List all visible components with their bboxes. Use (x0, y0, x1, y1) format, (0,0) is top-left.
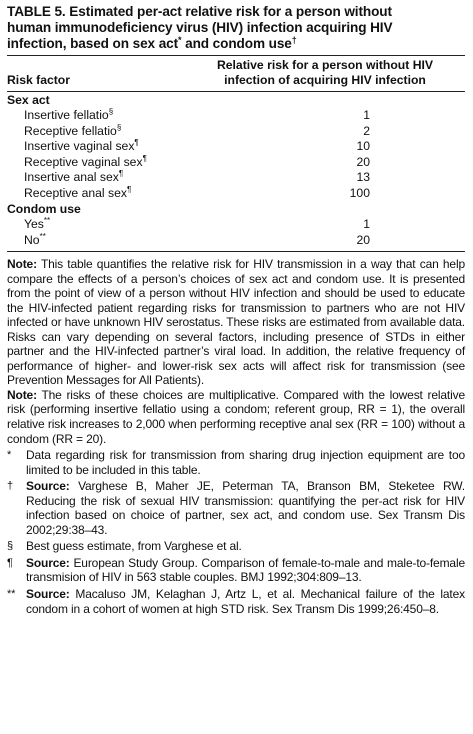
column-header-risk-factor: Risk factor (7, 73, 70, 87)
footnote-body: Macaluso JM, Kelaghan J, Artz L, et al. Mechanical failure of the latex condom in a cohort of women at high STD risk. Sex Transm Dis 1999;26:450–8. (26, 587, 465, 616)
table-row (7, 155, 465, 171)
footnote-text (26, 556, 465, 585)
footnote-body: Best guess estimate, from Varghese et al. (26, 539, 242, 554)
row-value: 100 (349, 185, 370, 200)
title-text: and condom use (181, 36, 292, 51)
footnote-mark: * (178, 35, 182, 45)
footnote-mark: § (116, 122, 122, 132)
footnote-mark: ¶ (126, 184, 132, 194)
footnote-mark: ¶ (118, 169, 124, 178)
body-divider (7, 251, 465, 252)
row-value: 1 (363, 108, 370, 122)
row-value: 2 (363, 123, 370, 138)
footnote (7, 448, 465, 477)
footnote-text (26, 587, 465, 616)
table-row (7, 186, 465, 202)
footnotes (7, 448, 465, 616)
row-value: 10 (356, 139, 370, 153)
footnote (7, 587, 465, 616)
footnote-text (26, 539, 465, 554)
table-title (7, 4, 465, 52)
source-label: Source: (26, 587, 70, 602)
column-header-relative-risk (194, 58, 456, 88)
table-row (7, 233, 465, 249)
source-label: Source: (26, 479, 70, 494)
note-paragraph (7, 257, 465, 388)
section-sex-act (7, 93, 465, 201)
footnote-mark: ** (39, 231, 46, 241)
note-text: The risks of these choices are multiplicative. Compared with the lowest relative risk (performing insertive fellatio using a condom; referent group, RR = 1), the overall relative risk increases to 2,000 when performing receptive anal sex (RR = 100) without a condom (RR = 20). (7, 387, 465, 446)
row-label (7, 233, 337, 249)
table-body (7, 93, 465, 248)
note-label: Note: (7, 257, 37, 271)
row-label (7, 155, 337, 171)
footnote-text (26, 479, 465, 537)
row-label (7, 139, 337, 155)
table-row (7, 170, 465, 186)
row-label-text: Receptive fellatio (24, 123, 117, 138)
table-row (7, 124, 465, 140)
footnote-text (26, 448, 465, 477)
row-value: 1 (363, 217, 370, 231)
row-label-text: Insertive anal sex (24, 170, 119, 184)
table-notes (7, 257, 465, 446)
footnote-body: Varghese B, Maher JE, Peterman TA, Branson BM, Steketee RW. Reducing the risk of sexual HIV transmission: quantifying the per-act risk for HIV infection based on choice of partner, sex act, and condom use. Sex Transm Dis 2002;29:38–43. (26, 479, 465, 537)
footnote-body: European Study Group. Comparison of female-to-male and male-to-female transmision of HIV in 563 stable couples. BMJ 1992;304:809–13. (26, 555, 465, 585)
footnote (7, 479, 465, 537)
row-label-text: Receptive anal sex (24, 185, 127, 200)
footnote-mark: ¶ (7, 556, 13, 569)
note-text: This table quantifies the relative risk for HIV transmission in a way that can help compare the effects of a person’s choices of sex act and condom use. It is presented from the point of view of a person without HIV infection and should be used to educate the HIV-infected patient regarding risks for transmission to partners who are not HIV infected or have unknown HIV serostatus. These risks are estimated from available data. Risks can vary depending on several factors, including presence of STDs in either partner and the HIV-infected partner’s viral load. In addition, the relative frequency of performance of higher- and lower-risk sex acts will affect risk for transmission (see Prevention Messages for All Patients). (7, 257, 465, 388)
row-value: 13 (356, 170, 370, 184)
row-value: 20 (356, 232, 370, 247)
footnote (7, 556, 465, 585)
header-line: infection of acquiring HIV infection (224, 73, 426, 87)
footnote-mark: ¶ (134, 138, 139, 147)
footnote-mark: § (108, 107, 114, 116)
title-line (7, 36, 465, 52)
table-row (7, 108, 465, 124)
row-label-text: Insertive fellatio (24, 108, 109, 122)
footnote-mark: ¶ (142, 153, 147, 163)
row-label-text: Insertive vaginal sex (24, 139, 135, 153)
title-line: TABLE 5. Estimated per-act relative risk for a person without (7, 4, 392, 19)
footnote-mark: * (7, 449, 12, 462)
table-header (7, 56, 465, 91)
section-heading: Condom use (7, 202, 81, 216)
table-row (7, 139, 465, 155)
note-label: Note: (7, 387, 37, 402)
row-label (7, 217, 337, 233)
title-line: human immunodeficiency virus (HIV) infection acquiring HIV (7, 20, 393, 35)
row-label (7, 124, 337, 140)
footnote (7, 539, 465, 554)
row-label (7, 186, 337, 202)
note-paragraph (7, 388, 465, 446)
footnote-body: Data regarding risk for transmission from sharing drug injection equipment are too limited to be included in this table. (26, 448, 465, 477)
footnote-mark: § (7, 540, 13, 553)
footnote-mark: † (291, 35, 297, 45)
row-label-text: Yes (24, 217, 44, 231)
section-condom-use (7, 202, 465, 248)
row-label (7, 170, 337, 186)
row-label (7, 108, 337, 124)
footnote-mark: ** (7, 588, 16, 601)
footnote-mark: † (7, 480, 13, 493)
section-heading: Sex act (7, 93, 50, 107)
footnote-mark: ** (43, 216, 51, 225)
row-label-text: Receptive vaginal sex (24, 154, 143, 169)
table-row (7, 217, 465, 233)
source-label: Source: (26, 555, 70, 570)
header-divider (7, 91, 465, 92)
row-value: 20 (356, 154, 370, 169)
header-line: Relative risk for a person without HIV (216, 58, 434, 72)
title-text: infection, based on sex act (7, 36, 179, 51)
row-label-text: No (24, 232, 40, 247)
